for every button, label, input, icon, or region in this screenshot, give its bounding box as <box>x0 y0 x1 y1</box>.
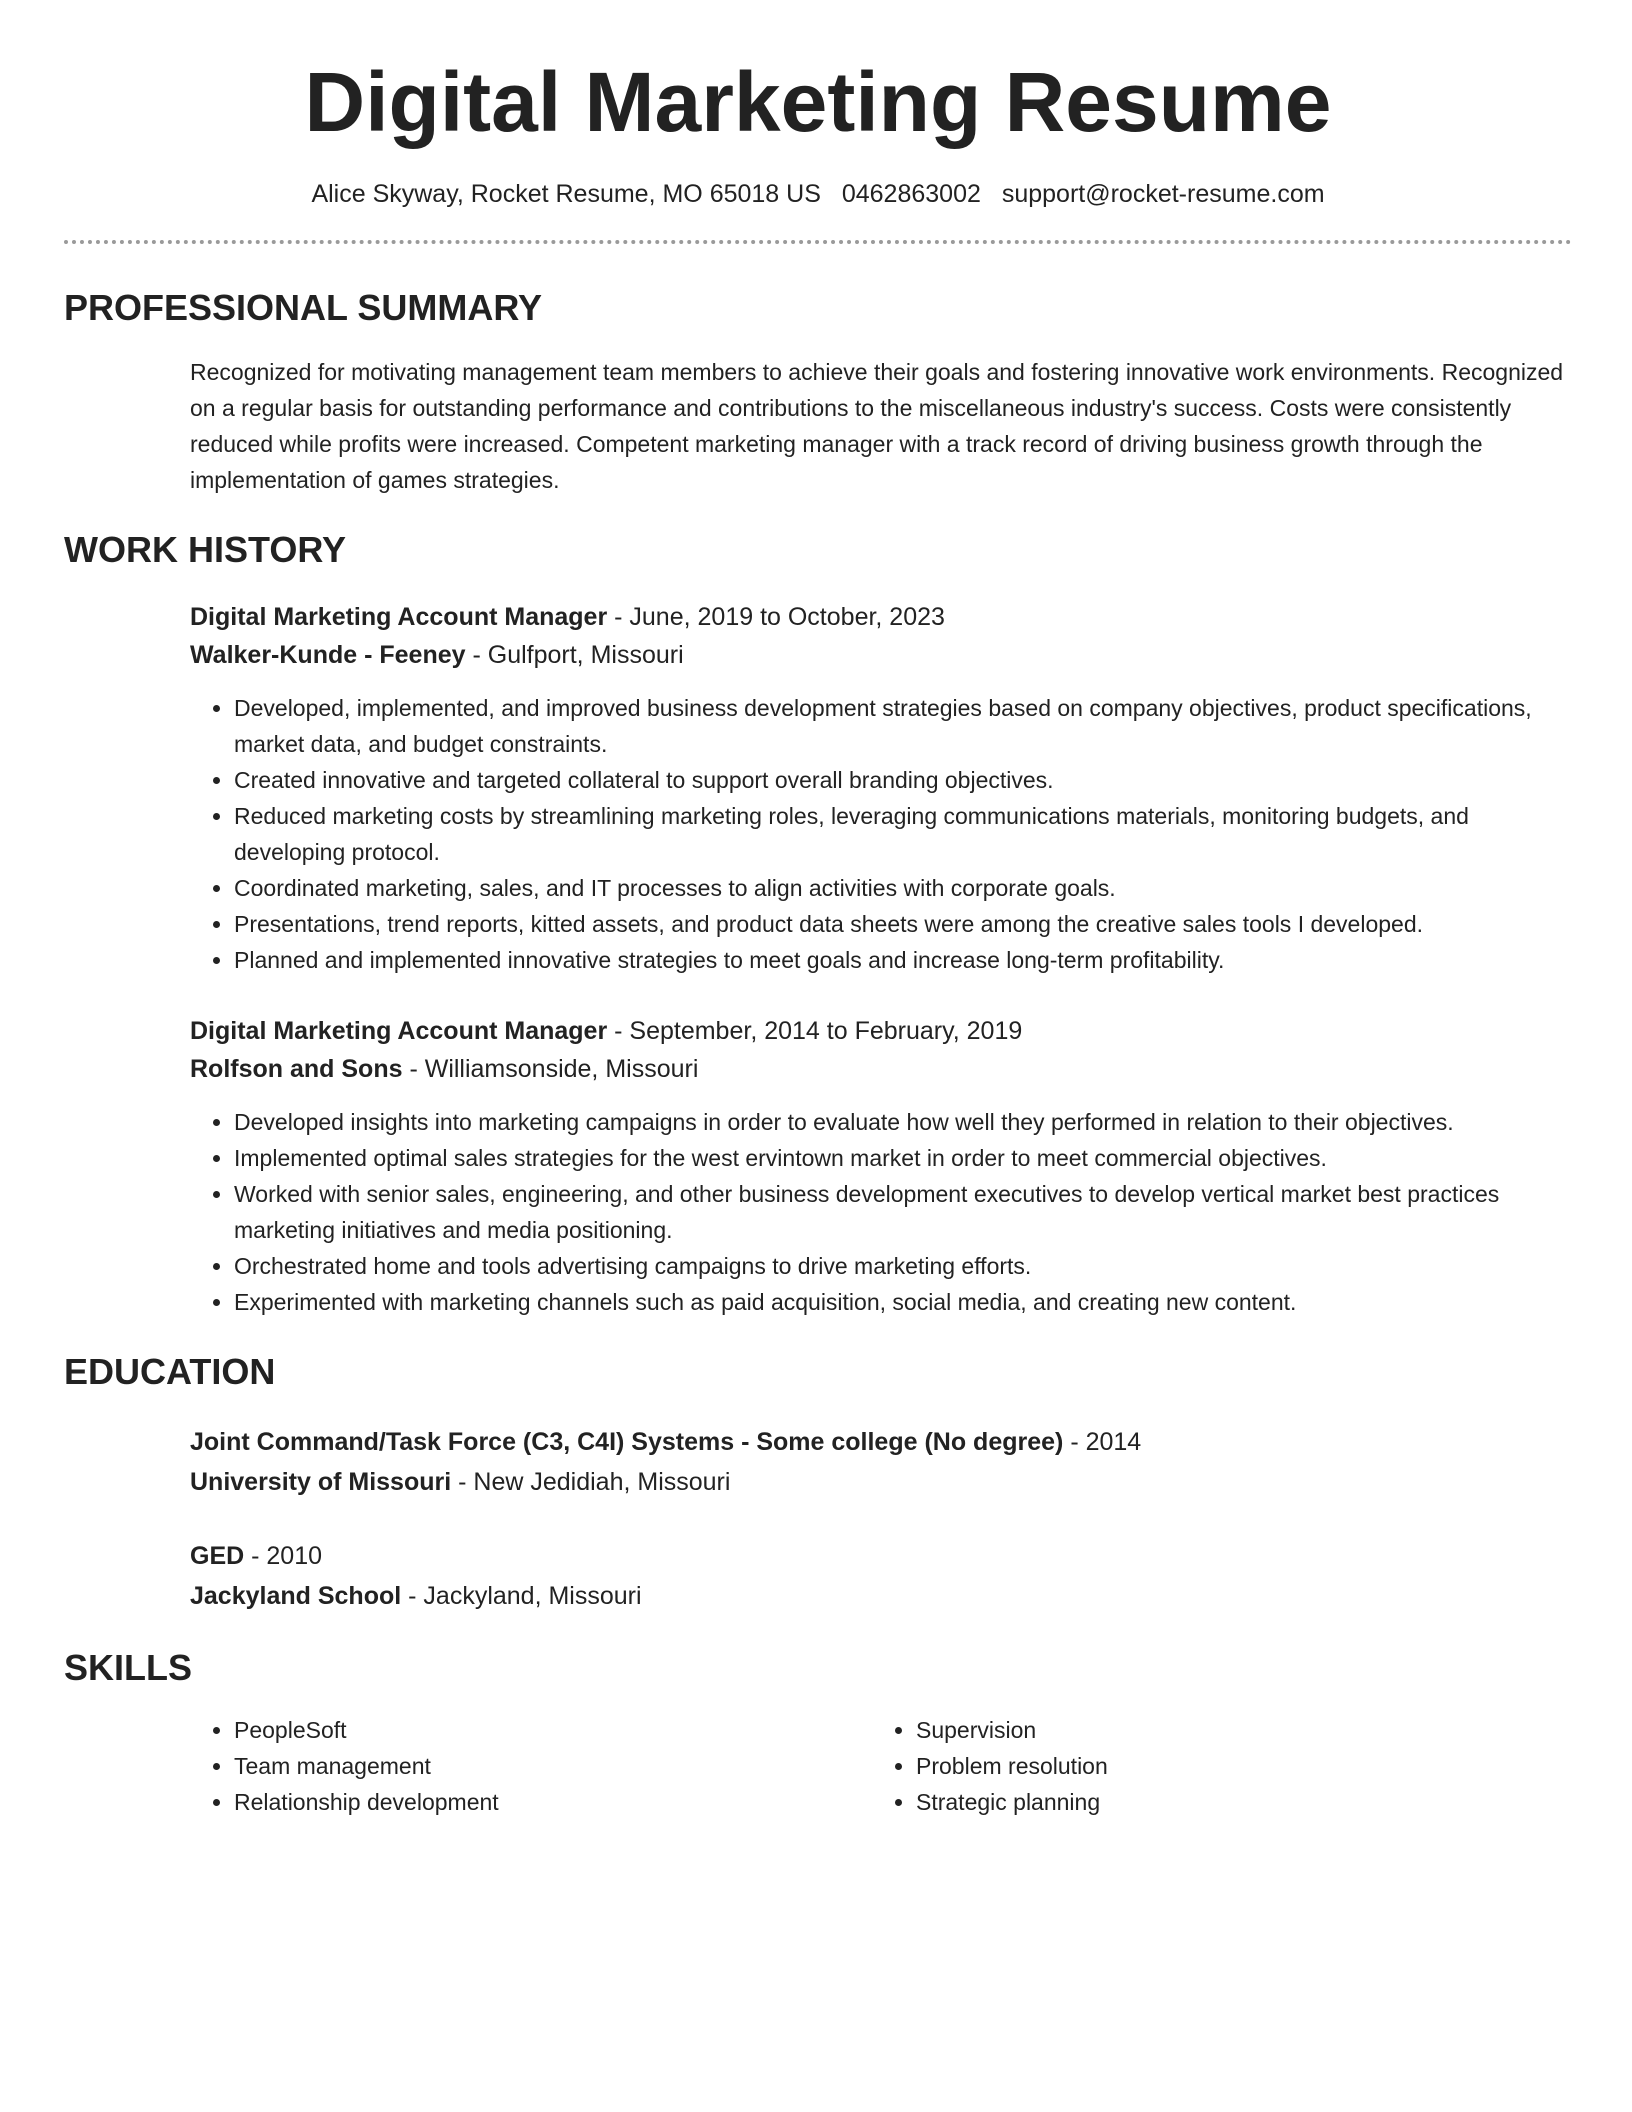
education-degree: GED <box>190 1542 245 1570</box>
skill-item: • Strategic planning <box>916 1784 1554 1820</box>
resume-page <box>64 52 1572 1820</box>
job-bullet: • Coordinated marketing, sales, and IT processes to align activities with corporate goals. <box>234 870 1572 906</box>
job-bullets <box>190 690 1572 978</box>
job-bullet: • Presentations, trend reports, kitted assets, and product data sheets were among the creative sales tools I developed. <box>234 906 1572 942</box>
skill-item: • Team management <box>234 1748 872 1784</box>
job-title-line <box>190 1012 1572 1050</box>
header-divider <box>64 240 1572 244</box>
education-entry <box>190 1422 1572 1502</box>
education-degree: Joint Command/Task Force (C3, C4I) Systems - Some college (No degree) <box>190 1428 1064 1456</box>
job-bullet: • Reduced marketing costs by streamlining marketing roles, leveraging communications materials, monitoring budgets, and developing protocol. <box>234 798 1572 870</box>
education-degree-line <box>190 1536 1572 1576</box>
education-section <box>190 1422 1572 1616</box>
summary-text: Recognized for motivating management team members to achieve their goals and fostering innovative work environments. Recognized on a regular basis for outstanding performance and contributions to the miscellaneous industry's success. Costs were consistently reduced while profits were increased. Competent marketing manager with a track record of driving business growth through the implementation of games strategies. <box>190 359 1564 493</box>
job-bullet: • Developed, implemented, and improved business development strategies based on company objectives, product specifications, market data, and budget constraints. <box>234 690 1572 762</box>
skill-item: • PeopleSoft <box>234 1712 872 1748</box>
job-location: - Gulfport, Missouri <box>465 641 684 669</box>
job-company: Rolfson and Sons <box>190 1055 403 1083</box>
work-history-section <box>190 598 1572 1320</box>
job-title: Digital Marketing Account Manager <box>190 1017 608 1045</box>
job-bullet: • Experimented with marketing channels such as paid acquisition, social media, and creating new content. <box>234 1284 1572 1320</box>
job-entry <box>190 1012 1572 1320</box>
education-degree-line <box>190 1422 1572 1462</box>
skills-grid <box>190 1712 1572 1820</box>
contact-address: Alice Skyway, Rocket Resume, MO 65018 US <box>311 180 821 208</box>
education-location: - Jackyland, Missouri <box>401 1582 642 1610</box>
contact-email: support@rocket-resume.com <box>1001 180 1325 208</box>
section-heading-summary: PROFESSIONAL SUMMARY <box>64 287 543 328</box>
skills-column-left <box>190 1712 872 1820</box>
job-bullets <box>190 1104 1572 1320</box>
education-school-line <box>190 1576 1572 1616</box>
skill-item: • Problem resolution <box>916 1748 1554 1784</box>
skill-item: • Relationship development <box>234 1784 872 1820</box>
education-school-line <box>190 1462 1572 1502</box>
skills-column-right <box>872 1712 1554 1820</box>
contact-info <box>64 178 1572 210</box>
resume-title: Digital Marketing Resume <box>304 55 1332 149</box>
job-dates: - September, 2014 to February, 2019 <box>607 1017 1023 1045</box>
job-bullet: • Developed insights into marketing campaigns in order to evaluate how well they performed in relation to their objectives. <box>234 1104 1572 1140</box>
contact-phone: 0462863002 <box>841 180 981 208</box>
education-year: - 2010 <box>244 1542 323 1570</box>
education-school: Jackyland School <box>190 1582 402 1610</box>
job-company-line <box>190 1050 1572 1088</box>
job-bullet: • Worked with senior sales, engineering, and other business development executives to develop vertical market best practices marketing initiatives and media positioning. <box>234 1176 1572 1248</box>
job-company: Walker-Kunde - Feeney <box>190 641 466 669</box>
education-entry <box>190 1536 1572 1616</box>
job-bullet: • Planned and implemented innovative strategies to meet goals and increase long-term profitability. <box>234 942 1572 978</box>
job-bullet: • Created innovative and targeted collateral to support overall branding objectives. <box>234 762 1572 798</box>
section-heading-education: EDUCATION <box>64 1351 276 1392</box>
job-title: Digital Marketing Account Manager <box>190 603 608 631</box>
job-location: - Williamsonside, Missouri <box>402 1055 699 1083</box>
skills-section <box>190 1712 1572 1820</box>
skill-item: • Supervision <box>916 1712 1554 1748</box>
job-bullet: • Orchestrated home and tools advertising campaigns to drive marketing efforts. <box>234 1248 1572 1284</box>
job-company-line <box>190 636 1572 674</box>
education-year: - 2014 <box>1063 1428 1142 1456</box>
education-location: - New Jedidiah, Missouri <box>451 1468 731 1496</box>
education-school: University of Missouri <box>190 1468 452 1496</box>
section-heading-skills: SKILLS <box>64 1647 193 1688</box>
section-heading-work-history: WORK HISTORY <box>64 529 347 570</box>
summary-section <box>190 354 1572 498</box>
job-entry <box>190 598 1572 978</box>
job-dates: - June, 2019 to October, 2023 <box>607 603 945 631</box>
job-title-line <box>190 598 1572 636</box>
job-bullet: • Implemented optimal sales strategies for the west ervintown market in order to meet commercial objectives. <box>234 1140 1572 1176</box>
